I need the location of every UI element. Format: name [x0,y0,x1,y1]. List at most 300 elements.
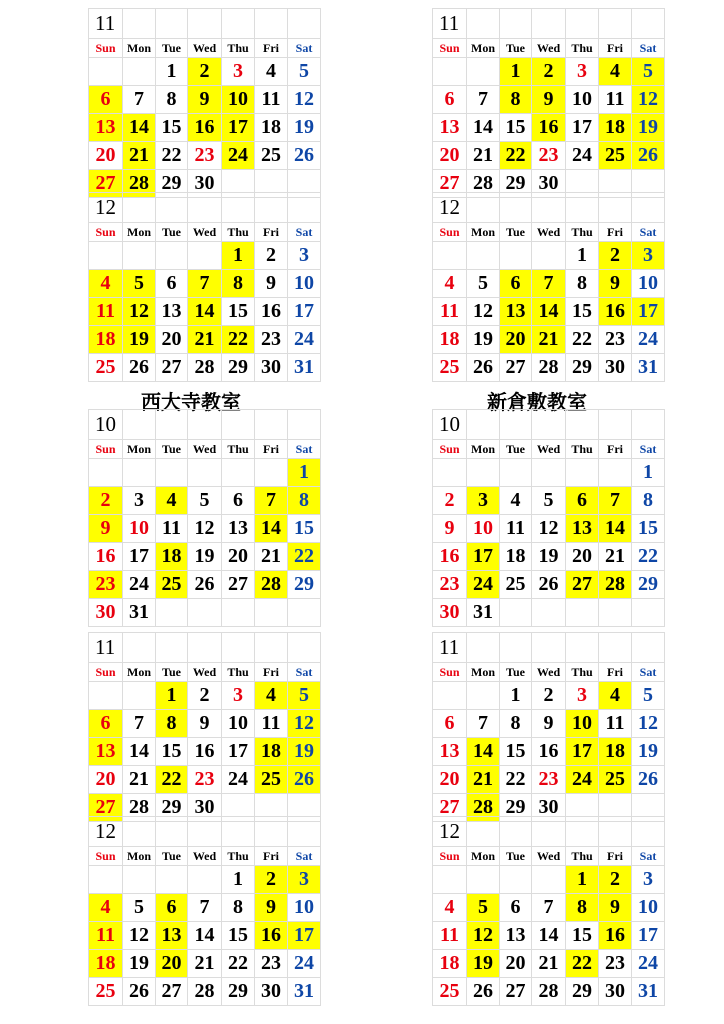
day-cell: 30 [255,354,288,382]
class-day-cell: 25 [599,142,632,170]
weekday-header: Mon [123,663,156,682]
empty-cell [532,193,566,223]
empty-cell [599,193,632,223]
month-label: 11 [89,633,123,663]
empty-cell [156,9,188,39]
day-cell: 20 [89,766,123,794]
empty-cell [500,817,532,847]
weekday-header: Fri [599,440,632,459]
day-cell: 28 [123,794,156,822]
empty-cell [156,599,188,627]
day-cell: 10 [632,894,665,922]
class-day-cell: 14 [467,738,500,766]
empty-cell [222,193,255,223]
day-cell: 23 [599,326,632,354]
class-day-cell: 1 [288,459,321,487]
empty-cell [566,599,599,627]
empty-cell [288,410,321,440]
day-cell: 21 [532,950,566,978]
day-cell: 11 [156,515,188,543]
class-day-cell: 28 [255,571,288,599]
day-cell: 24 [632,326,665,354]
day-cell: 15 [156,738,188,766]
empty-cell [632,410,665,440]
day-cell: 5 [288,58,321,86]
weekday-header: Thu [222,663,255,682]
class-day-cell: 27 [566,571,599,599]
empty-cell [123,633,156,663]
day-cell: 10 [123,515,156,543]
class-day-cell: 6 [156,894,188,922]
day-cell: 2 [433,487,467,515]
day-cell: 4 [255,58,288,86]
day-cell: 15 [222,298,255,326]
empty-cell [467,633,500,663]
class-day-cell: 4 [599,58,632,86]
empty-cell [532,9,566,39]
class-day-cell: 9 [532,86,566,114]
weekday-header: Sun [433,663,467,682]
day-cell: 16 [532,738,566,766]
day-cell: 20 [433,142,467,170]
class-day-cell: 5 [632,58,665,86]
empty-cell [566,633,599,663]
weekday-header: Sun [433,440,467,459]
weekday-header: Wed [532,39,566,58]
class-day-cell: 17 [566,738,599,766]
class-day-cell: 1 [222,242,255,270]
day-cell: 26 [532,571,566,599]
class-day-cell: 7 [599,487,632,515]
empty-cell [599,599,632,627]
day-cell: 7 [467,710,500,738]
day-cell: 21 [188,950,222,978]
weekday-header: Sun [89,223,123,242]
day-cell: 25 [433,978,467,1006]
month-calendar [88,8,321,198]
empty-cell [255,633,288,663]
weekday-header: Tue [156,847,188,866]
day-cell: 4 [433,894,467,922]
day-cell: 5 [188,487,222,515]
day-cell: 23 [433,571,467,599]
day-cell: 6 [433,86,467,114]
weekday-header: Mon [467,39,500,58]
day-cell: 15 [288,515,321,543]
weekday-header: Mon [123,440,156,459]
day-cell: 23 [532,766,566,794]
day-cell: 18 [255,114,288,142]
day-cell: 9 [532,710,566,738]
day-cell: 31 [123,599,156,627]
day-cell: 22 [500,766,532,794]
class-day-cell: 8 [222,270,255,298]
day-cell: 8 [632,487,665,515]
day-cell: 28 [532,978,566,1006]
class-day-cell: 20 [156,950,188,978]
empty-cell [255,410,288,440]
weekday-header: Fri [255,223,288,242]
empty-cell [632,633,665,663]
weekday-header: Sun [89,663,123,682]
class-day-cell: 21 [188,326,222,354]
day-cell: 14 [467,114,500,142]
empty-cell [500,9,532,39]
class-day-cell: 2 [89,487,123,515]
empty-cell [123,193,156,223]
class-day-cell: 8 [156,710,188,738]
day-cell: 13 [222,515,255,543]
day-cell: 16 [255,298,288,326]
empty-cell [566,817,599,847]
month-label: 11 [433,633,467,663]
class-day-cell: 25 [599,766,632,794]
empty-cell [467,459,500,487]
class-day-cell: 8 [566,894,599,922]
empty-cell [188,193,222,223]
weekday-header: Sat [632,847,665,866]
day-cell: 21 [255,543,288,571]
day-cell: 29 [500,794,532,822]
day-cell: 4 [500,487,532,515]
day-cell: 26 [123,978,156,1006]
class-day-cell: 6 [89,86,123,114]
class-day-cell: 3 [288,866,321,894]
day-cell: 26 [632,766,665,794]
class-day-cell: 21 [532,326,566,354]
day-cell: 5 [632,682,665,710]
weekday-header: Mon [123,847,156,866]
day-cell: 21 [467,142,500,170]
class-day-cell: 16 [255,922,288,950]
day-cell: 29 [288,571,321,599]
day-cell: 30 [599,354,632,382]
weekday-header: Fri [599,847,632,866]
day-cell: 15 [222,922,255,950]
day-cell: 20 [156,326,188,354]
month-label: 10 [433,410,467,440]
day-cell: 7 [467,86,500,114]
weekday-header: Wed [188,39,222,58]
class-day-cell: 12 [467,922,500,950]
weekday-header: Fri [255,39,288,58]
weekday-header: Wed [188,847,222,866]
day-cell: 7 [188,894,222,922]
day-cell: 29 [566,354,599,382]
day-cell: 11 [500,515,532,543]
day-cell: 21 [599,543,632,571]
day-cell: 30 [255,978,288,1006]
classroom-title: 新倉敷教室 [487,392,587,414]
month-label: 10 [89,410,123,440]
day-cell: 15 [632,515,665,543]
weekday-header: Sat [288,663,321,682]
class-day-cell: 11 [89,298,123,326]
class-day-cell: 3 [467,487,500,515]
day-cell: 23 [188,766,222,794]
class-day-cell: 19 [123,326,156,354]
class-day-cell: 13 [156,922,188,950]
day-cell: 30 [433,599,467,627]
empty-cell [156,866,188,894]
empty-cell [566,410,599,440]
classroom-title: 西大寺教室 [141,392,241,414]
class-day-cell: 2 [599,866,632,894]
empty-cell [632,193,665,223]
day-cell: 10 [288,894,321,922]
empty-cell [89,682,123,710]
weekday-header: Fri [599,663,632,682]
weekday-header: Tue [156,663,188,682]
month-label: 12 [433,817,467,847]
empty-cell [222,410,255,440]
day-cell: 18 [433,326,467,354]
class-day-cell: 24 [222,142,255,170]
class-day-cell: 7 [188,270,222,298]
class-day-cell: 5 [288,682,321,710]
weekday-header: Sat [632,223,665,242]
class-day-cell: 24 [467,571,500,599]
empty-cell [467,193,500,223]
day-cell: 28 [467,170,500,198]
empty-cell [222,599,255,627]
class-day-cell: 18 [89,950,123,978]
empty-cell [500,410,532,440]
day-cell: 23 [599,950,632,978]
weekday-header: Tue [156,39,188,58]
day-cell: 26 [123,354,156,382]
month-calendar [432,8,665,198]
class-day-cell: 11 [89,922,123,950]
day-cell: 17 [123,543,156,571]
day-cell: 24 [222,766,255,794]
empty-cell [433,242,467,270]
day-cell: 31 [467,599,500,627]
day-cell: 14 [123,738,156,766]
weekday-header: Sat [288,440,321,459]
day-cell: 27 [156,354,188,382]
day-cell: 10 [566,86,599,114]
empty-cell [532,242,566,270]
empty-cell [500,459,532,487]
class-day-cell: 26 [288,766,321,794]
day-cell: 12 [188,515,222,543]
weekday-header: Fri [255,440,288,459]
class-day-cell: 14 [532,298,566,326]
day-cell: 27 [156,978,188,1006]
month-label: 12 [89,193,123,223]
weekday-header: Thu [566,39,599,58]
class-day-cell: 14 [123,114,156,142]
day-cell: 8 [566,270,599,298]
empty-cell [532,866,566,894]
class-day-cell: 1 [156,682,188,710]
day-cell: 8 [500,710,532,738]
empty-cell [89,242,123,270]
empty-cell [255,817,288,847]
weekday-header: Tue [156,440,188,459]
empty-cell [500,242,532,270]
class-day-cell: 12 [288,710,321,738]
class-day-cell: 14 [255,515,288,543]
day-cell: 22 [156,142,188,170]
day-cell: 12 [467,298,500,326]
day-cell: 20 [89,142,123,170]
day-cell: 2 [255,242,288,270]
day-cell: 15 [156,114,188,142]
class-day-cell: 20 [500,326,532,354]
day-cell: 30 [188,170,222,198]
weekday-header: Wed [532,440,566,459]
weekday-header: Fri [255,847,288,866]
class-day-cell: 19 [467,950,500,978]
empty-cell [532,599,566,627]
weekday-header: Thu [566,223,599,242]
day-cell: 1 [156,58,188,86]
empty-cell [123,242,156,270]
class-day-cell: 28 [123,170,156,198]
class-day-cell: 10 [566,710,599,738]
class-day-cell: 22 [288,543,321,571]
day-cell: 24 [566,142,599,170]
month-calendar [432,816,665,1006]
day-cell: 3 [123,487,156,515]
day-cell: 17 [632,922,665,950]
class-day-cell: 18 [89,326,123,354]
empty-cell [188,9,222,39]
day-cell: 15 [566,922,599,950]
day-cell: 20 [566,543,599,571]
class-day-cell: 18 [599,738,632,766]
day-cell: 5 [532,487,566,515]
class-day-cell: 13 [566,515,599,543]
day-cell: 30 [532,794,566,822]
empty-cell [288,817,321,847]
class-day-cell: 14 [599,515,632,543]
day-cell: 19 [123,950,156,978]
weekday-header: Thu [222,39,255,58]
weekday-header: Tue [500,223,532,242]
class-day-cell: 4 [599,682,632,710]
class-day-cell: 19 [632,114,665,142]
empty-cell [632,817,665,847]
month-label: 12 [433,193,467,223]
empty-cell [467,866,500,894]
empty-cell [467,410,500,440]
empty-cell [288,9,321,39]
class-day-cell: 2 [255,866,288,894]
day-cell: 30 [188,794,222,822]
weekday-header: Thu [566,847,599,866]
class-day-cell: 9 [599,270,632,298]
day-cell: 10 [288,270,321,298]
empty-cell [222,459,255,487]
empty-cell [222,9,255,39]
day-cell: 6 [222,487,255,515]
empty-cell [288,599,321,627]
day-cell: 3 [222,682,255,710]
empty-cell [599,410,632,440]
day-cell: 21 [123,766,156,794]
month-calendar [88,192,321,382]
day-cell: 26 [467,978,500,1006]
weekday-header: Sat [632,39,665,58]
day-cell: 12 [632,710,665,738]
class-day-cell: 6 [500,270,532,298]
class-day-cell: 22 [222,326,255,354]
weekday-header: Tue [156,223,188,242]
weekday-header: Tue [500,39,532,58]
empty-cell [500,193,532,223]
class-day-cell: 8 [288,487,321,515]
day-cell: 24 [288,950,321,978]
empty-cell [288,193,321,223]
class-day-cell: 28 [599,571,632,599]
day-cell: 4 [433,270,467,298]
day-cell: 19 [288,114,321,142]
day-cell: 25 [255,142,288,170]
day-cell: 29 [222,354,255,382]
day-cell: 3 [632,866,665,894]
empty-cell [188,817,222,847]
day-cell: 25 [433,354,467,382]
class-day-cell: 1 [566,866,599,894]
weekday-header: Sat [288,223,321,242]
weekday-header: Wed [532,223,566,242]
empty-cell [123,9,156,39]
empty-cell [123,682,156,710]
day-cell: 3 [222,58,255,86]
class-day-cell: 4 [89,894,123,922]
month-label: 11 [89,9,123,39]
class-day-cell: 13 [89,114,123,142]
class-day-cell: 1 [500,58,532,86]
day-cell: 29 [156,170,188,198]
empty-cell [599,633,632,663]
class-day-cell: 16 [532,114,566,142]
day-cell: 23 [255,326,288,354]
empty-cell [599,459,632,487]
day-cell: 23 [532,142,566,170]
day-cell: 13 [156,298,188,326]
day-cell: 27 [500,978,532,1006]
class-day-cell: 13 [89,738,123,766]
month-calendar [432,632,665,822]
weekday-header: Wed [532,663,566,682]
empty-cell [255,459,288,487]
day-cell: 16 [188,738,222,766]
day-cell: 28 [188,354,222,382]
weekday-header: Sat [288,39,321,58]
class-day-cell: 28 [467,794,500,822]
empty-cell [156,410,188,440]
month-calendar [88,816,321,1006]
empty-cell [566,193,599,223]
empty-cell [500,599,532,627]
weekday-header: Thu [566,440,599,459]
weekday-header: Sat [632,440,665,459]
weekday-header: Wed [188,663,222,682]
day-cell: 17 [566,114,599,142]
day-cell: 29 [222,978,255,1006]
class-day-cell: 21 [123,142,156,170]
month-calendar [88,409,321,627]
class-day-cell: 27 [89,794,123,822]
empty-cell [156,242,188,270]
day-cell: 20 [433,766,467,794]
day-cell: 16 [433,543,467,571]
day-cell: 26 [288,142,321,170]
